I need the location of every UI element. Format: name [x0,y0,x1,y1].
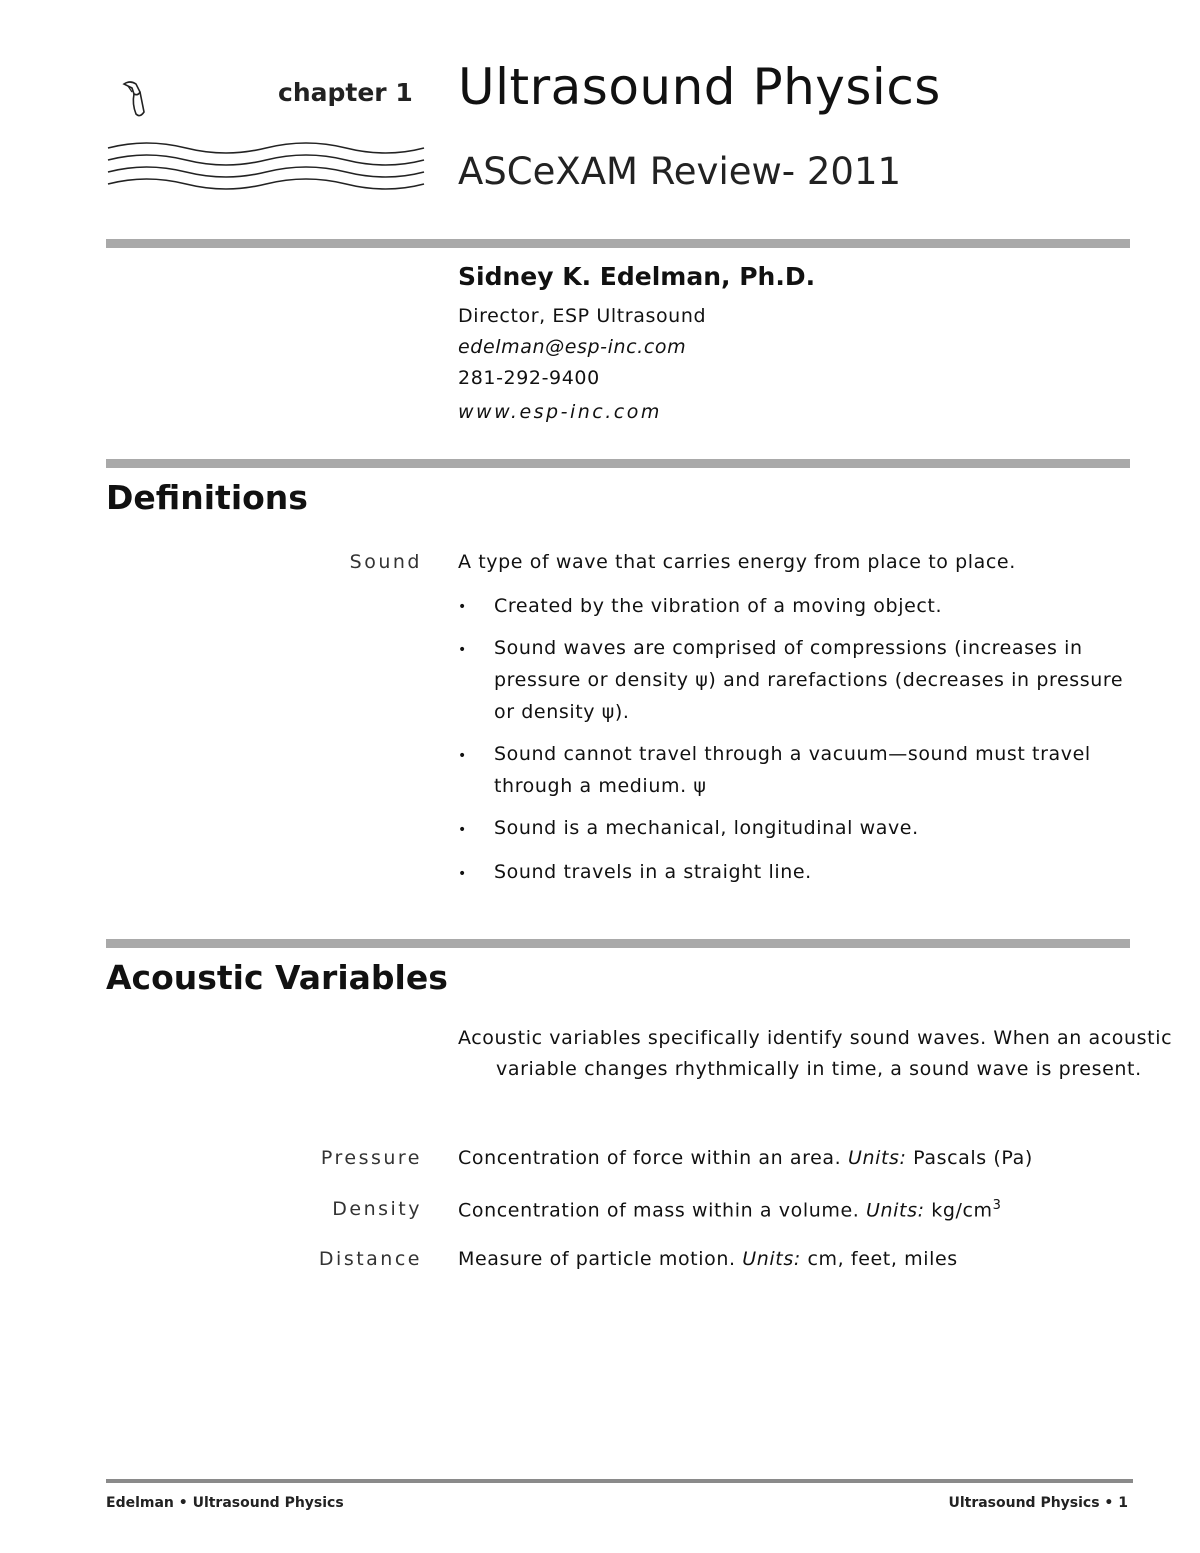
pressure-text: Concentration of force within an area. [458,1147,848,1169]
term-sound: Sound [349,551,422,573]
footer-right: Ultrasound Physics • 1 [948,1495,1128,1511]
term-density: Density [332,1198,422,1220]
density-units: kg/cm [924,1199,993,1222]
acoustic-variables-intro: Acoustic variables specifically identify sound waves. When an acoustic variable changes rhythmically in time, a sound wave is present. [458,1027,1173,1080]
bullet-item: Created by the vibration of a moving object. [494,595,943,617]
sound-definition: A type of wave that carries energy from place to place. [458,551,1016,573]
distance-definition [458,1248,958,1270]
chapter-subtitle: ASCeXAM Review- 2011 [458,150,902,193]
pressure-definition [458,1147,1033,1169]
bullet-marker: • [458,866,467,882]
bullet-marker: • [458,748,467,764]
author-phone: 281-292-9400 [458,367,600,389]
bullet-item: Sound waves are comprised of compressions (increases in pressure or density ψ) and rarefactions (decreases in pressure or density ψ). [494,637,1124,723]
term-distance: Distance [318,1248,422,1270]
footer-left: Edelman • Ultrasound Physics [106,1495,344,1511]
footer-divider [106,1479,1133,1483]
author-role: Director, ESP Ultrasound [458,305,707,327]
bullet-item: Sound is a mechanical, longitudinal wave. [494,817,919,839]
density-text: Concentration of mass within a volume. [458,1199,867,1222]
author-website[interactable]: www.esp-inc.com [458,401,662,423]
bullet-item: Sound travels in a straight line. [494,861,812,883]
chapter-label: chapter 1 [278,78,413,107]
acoustic-variables-heading: Acoustic Variables [106,958,448,997]
bullet-item: Sound cannot travel through a vacuum—sound must travel through a medium. ψ [494,743,1091,797]
chapter-title: Ultrasound Physics [458,58,941,116]
density-units-exponent: 3 [992,1198,1002,1213]
distance-text: Measure of particle motion. [458,1248,743,1270]
bullet-marker: • [458,599,467,615]
units-label: Units: [847,1147,907,1169]
sound-wave-icon [106,140,426,190]
author-name: Sidney K. Edelman, Ph.D. [458,262,816,291]
units-label: Units: [742,1248,801,1270]
transducer-icon [118,78,154,120]
section-divider [106,239,1130,248]
definitions-heading: Definitions [106,478,308,517]
section-divider [106,939,1130,948]
term-pressure: Pressure [320,1147,422,1169]
author-email[interactable]: edelman@esp-inc.com [458,336,687,358]
units-label: Units: [866,1199,925,1222]
section-divider [106,459,1130,468]
density-definition [458,1198,1002,1221]
distance-units: cm, feet, miles [800,1248,958,1270]
bullet-marker: • [458,822,467,838]
pressure-units: Pascals (Pa) [906,1147,1033,1169]
bullet-marker: • [458,642,467,658]
